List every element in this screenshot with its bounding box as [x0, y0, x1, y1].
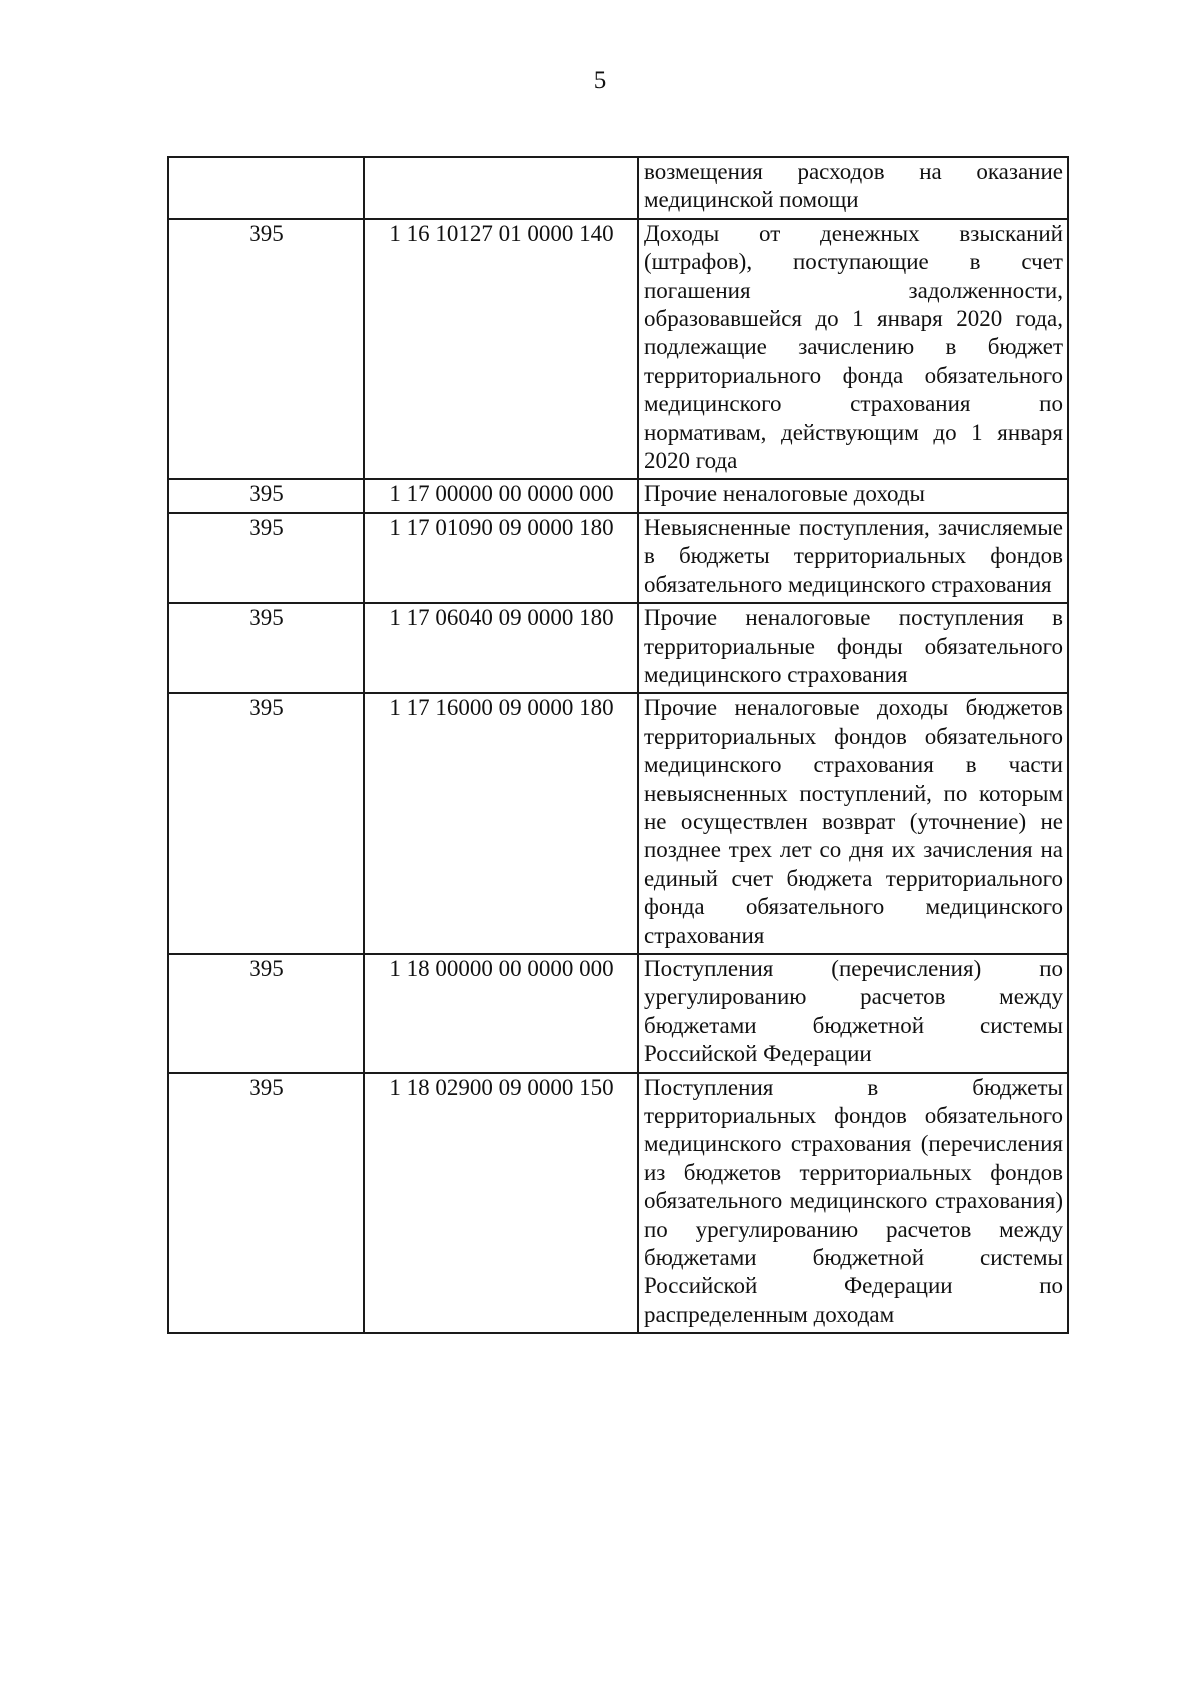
admin-code-cell: 395 — [168, 954, 364, 1073]
kbk-cell: 1 17 06040 09 0000 180 — [364, 603, 638, 693]
kbk-cell: 1 18 00000 00 0000 000 — [364, 954, 638, 1073]
revenue-codes-table — [167, 156, 1069, 1334]
kbk-cell: 1 17 01090 09 0000 180 — [364, 513, 638, 603]
revenue-name-cell: Прочие неналоговые доходы — [638, 479, 1068, 512]
kbk-cell: 1 17 00000 00 0000 000 — [364, 479, 638, 512]
admin-code-cell — [168, 157, 364, 219]
kbk-cell: 1 17 16000 09 0000 180 — [364, 693, 638, 954]
revenue-name-cell: Поступления (перечисления) по урегулированию расчетов между бюджетами бюджетной системы Российской Федерации — [638, 954, 1068, 1073]
admin-code-cell: 395 — [168, 693, 364, 954]
table-row — [168, 1073, 1068, 1334]
revenue-name-cell: Прочие неналоговые поступления в территориальные фонды обязательного медицинского страхования — [638, 603, 1068, 693]
table-row — [168, 219, 1068, 480]
scan-artifact — [500, 0, 540, 8]
kbk-cell: 1 16 10127 01 0000 140 — [364, 219, 638, 480]
page-number: 5 — [593, 67, 607, 94]
admin-code-cell: 395 — [168, 513, 364, 603]
revenue-name-cell: Доходы от денежных взысканий (штрафов), поступающие в счет погашения задолженности, образовавшейся до 1 января 2020 года, подлежащие зачислению в бюджет территориального фонда обязательного медицинского страхования по нормативам, действующим до 1 января 2020 года — [638, 219, 1068, 480]
table-row — [168, 479, 1068, 512]
kbk-cell — [364, 157, 638, 219]
table-row — [168, 157, 1068, 219]
kbk-cell: 1 18 02900 09 0000 150 — [364, 1073, 638, 1334]
admin-code-cell: 395 — [168, 479, 364, 512]
revenue-name-cell: Невыясненные поступления, зачисляемые в бюджеты территориальных фондов обязательного медицинского страхования — [638, 513, 1068, 603]
table-row — [168, 603, 1068, 693]
admin-code-cell: 395 — [168, 219, 364, 480]
admin-code-cell: 395 — [168, 603, 364, 693]
admin-code-cell: 395 — [168, 1073, 364, 1334]
table-row — [168, 513, 1068, 603]
revenue-name-cell: Поступления в бюджеты территориальных фондов обязательного медицинского страхования (перечисления из бюджетов территориальных фондов обязательного медицинского страхования) по урегулированию расчетов между бюджетами бюджетной системы Российской Федерации по распределенным доходам — [638, 1073, 1068, 1334]
revenue-name-cell: Прочие неналоговые доходы бюджетов территориальных фондов обязательного медицинского страхования в части невыясненных поступлений, по которым не осуществлен возврат (уточнение) не позднее трех лет со дня их зачисления на единый счет бюджета территориального фонда обязательного медицинского страхования — [638, 693, 1068, 954]
table-row — [168, 693, 1068, 954]
table-row — [168, 954, 1068, 1073]
revenue-name-cell: возмещения расходов на оказание медицинской помощи — [638, 157, 1068, 219]
